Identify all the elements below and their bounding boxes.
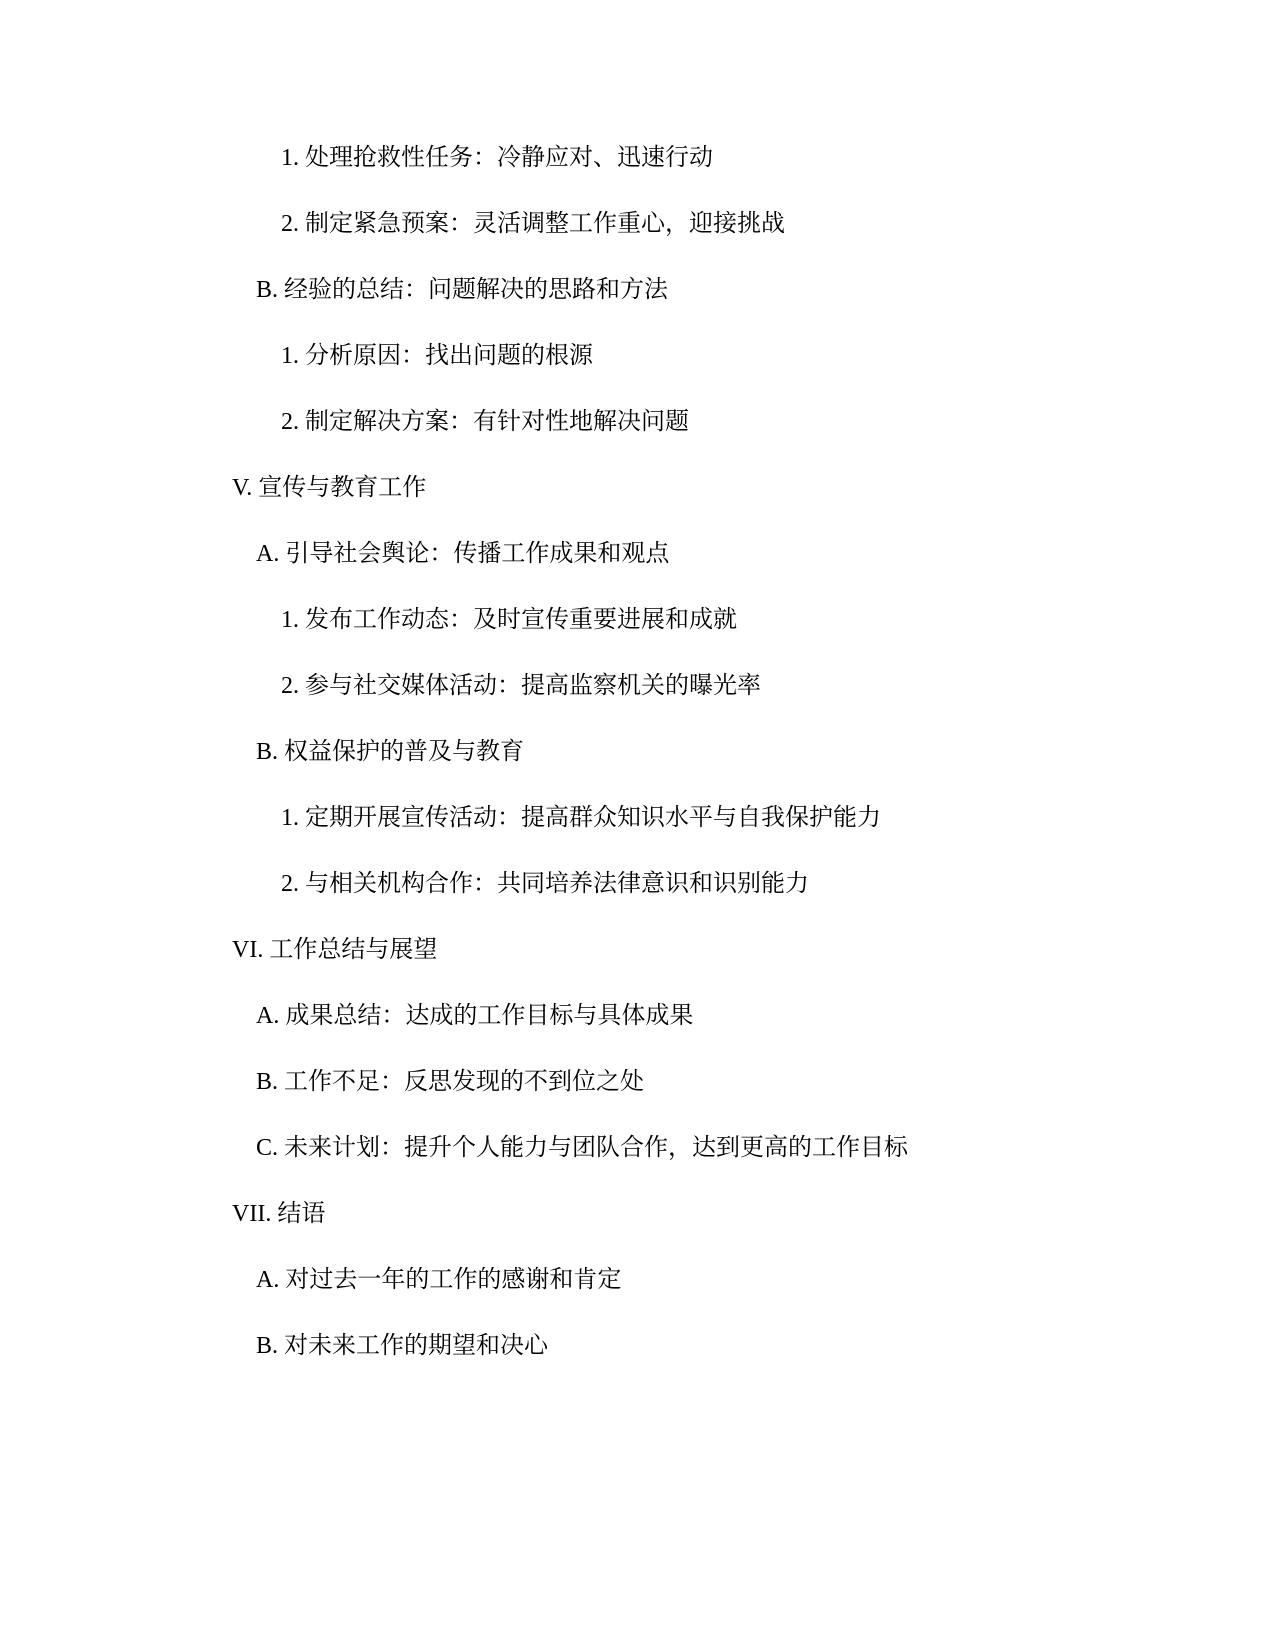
outline-item: 1. 处理抢救性任务：冷静应对、迅速行动 — [281, 145, 713, 171]
outline-subheading: B. 对未来工作的期望和决心 — [256, 1333, 549, 1359]
outline-subheading: B. 经验的总结：问题解决的思路和方法 — [256, 277, 669, 303]
outline-section-heading: VI. 工作总结与展望 — [232, 937, 438, 963]
outline-subheading: A. 对过去一年的工作的感谢和肯定 — [256, 1267, 622, 1293]
outline-item: 1. 发布工作动态：及时宣传重要进展和成就 — [281, 607, 737, 633]
outline-item: 1. 分析原因：找出问题的根源 — [281, 343, 593, 369]
outline-section-heading: V. 宣传与教育工作 — [232, 475, 427, 501]
outline-subheading: C. 未来计划：提升个人能力与团队合作，达到更高的工作目标 — [256, 1135, 909, 1161]
outline-subheading: A. 成果总结：达成的工作目标与具体成果 — [256, 1003, 694, 1029]
outline-item: 2. 制定解决方案：有针对性地解决问题 — [281, 409, 689, 435]
outline-item: 2. 参与社交媒体活动：提高监察机关的曝光率 — [281, 673, 761, 699]
outline-list — [0, 140, 1275, 1394]
outline-item: 2. 与相关机构合作：共同培养法律意识和识别能力 — [281, 871, 809, 897]
outline-item: 2. 制定紧急预案：灵活调整工作重心，迎接挑战 — [281, 211, 785, 237]
outline-subheading: B. 权益保护的普及与教育 — [256, 739, 525, 765]
outline-section-heading: VII. 结语 — [232, 1201, 326, 1227]
outline-subheading: A. 引导社会舆论：传播工作成果和观点 — [256, 541, 670, 567]
outline-subheading: B. 工作不足：反思发现的不到位之处 — [256, 1069, 645, 1095]
outline-item: 1. 定期开展宣传活动：提高群众知识水平与自我保护能力 — [281, 805, 881, 831]
